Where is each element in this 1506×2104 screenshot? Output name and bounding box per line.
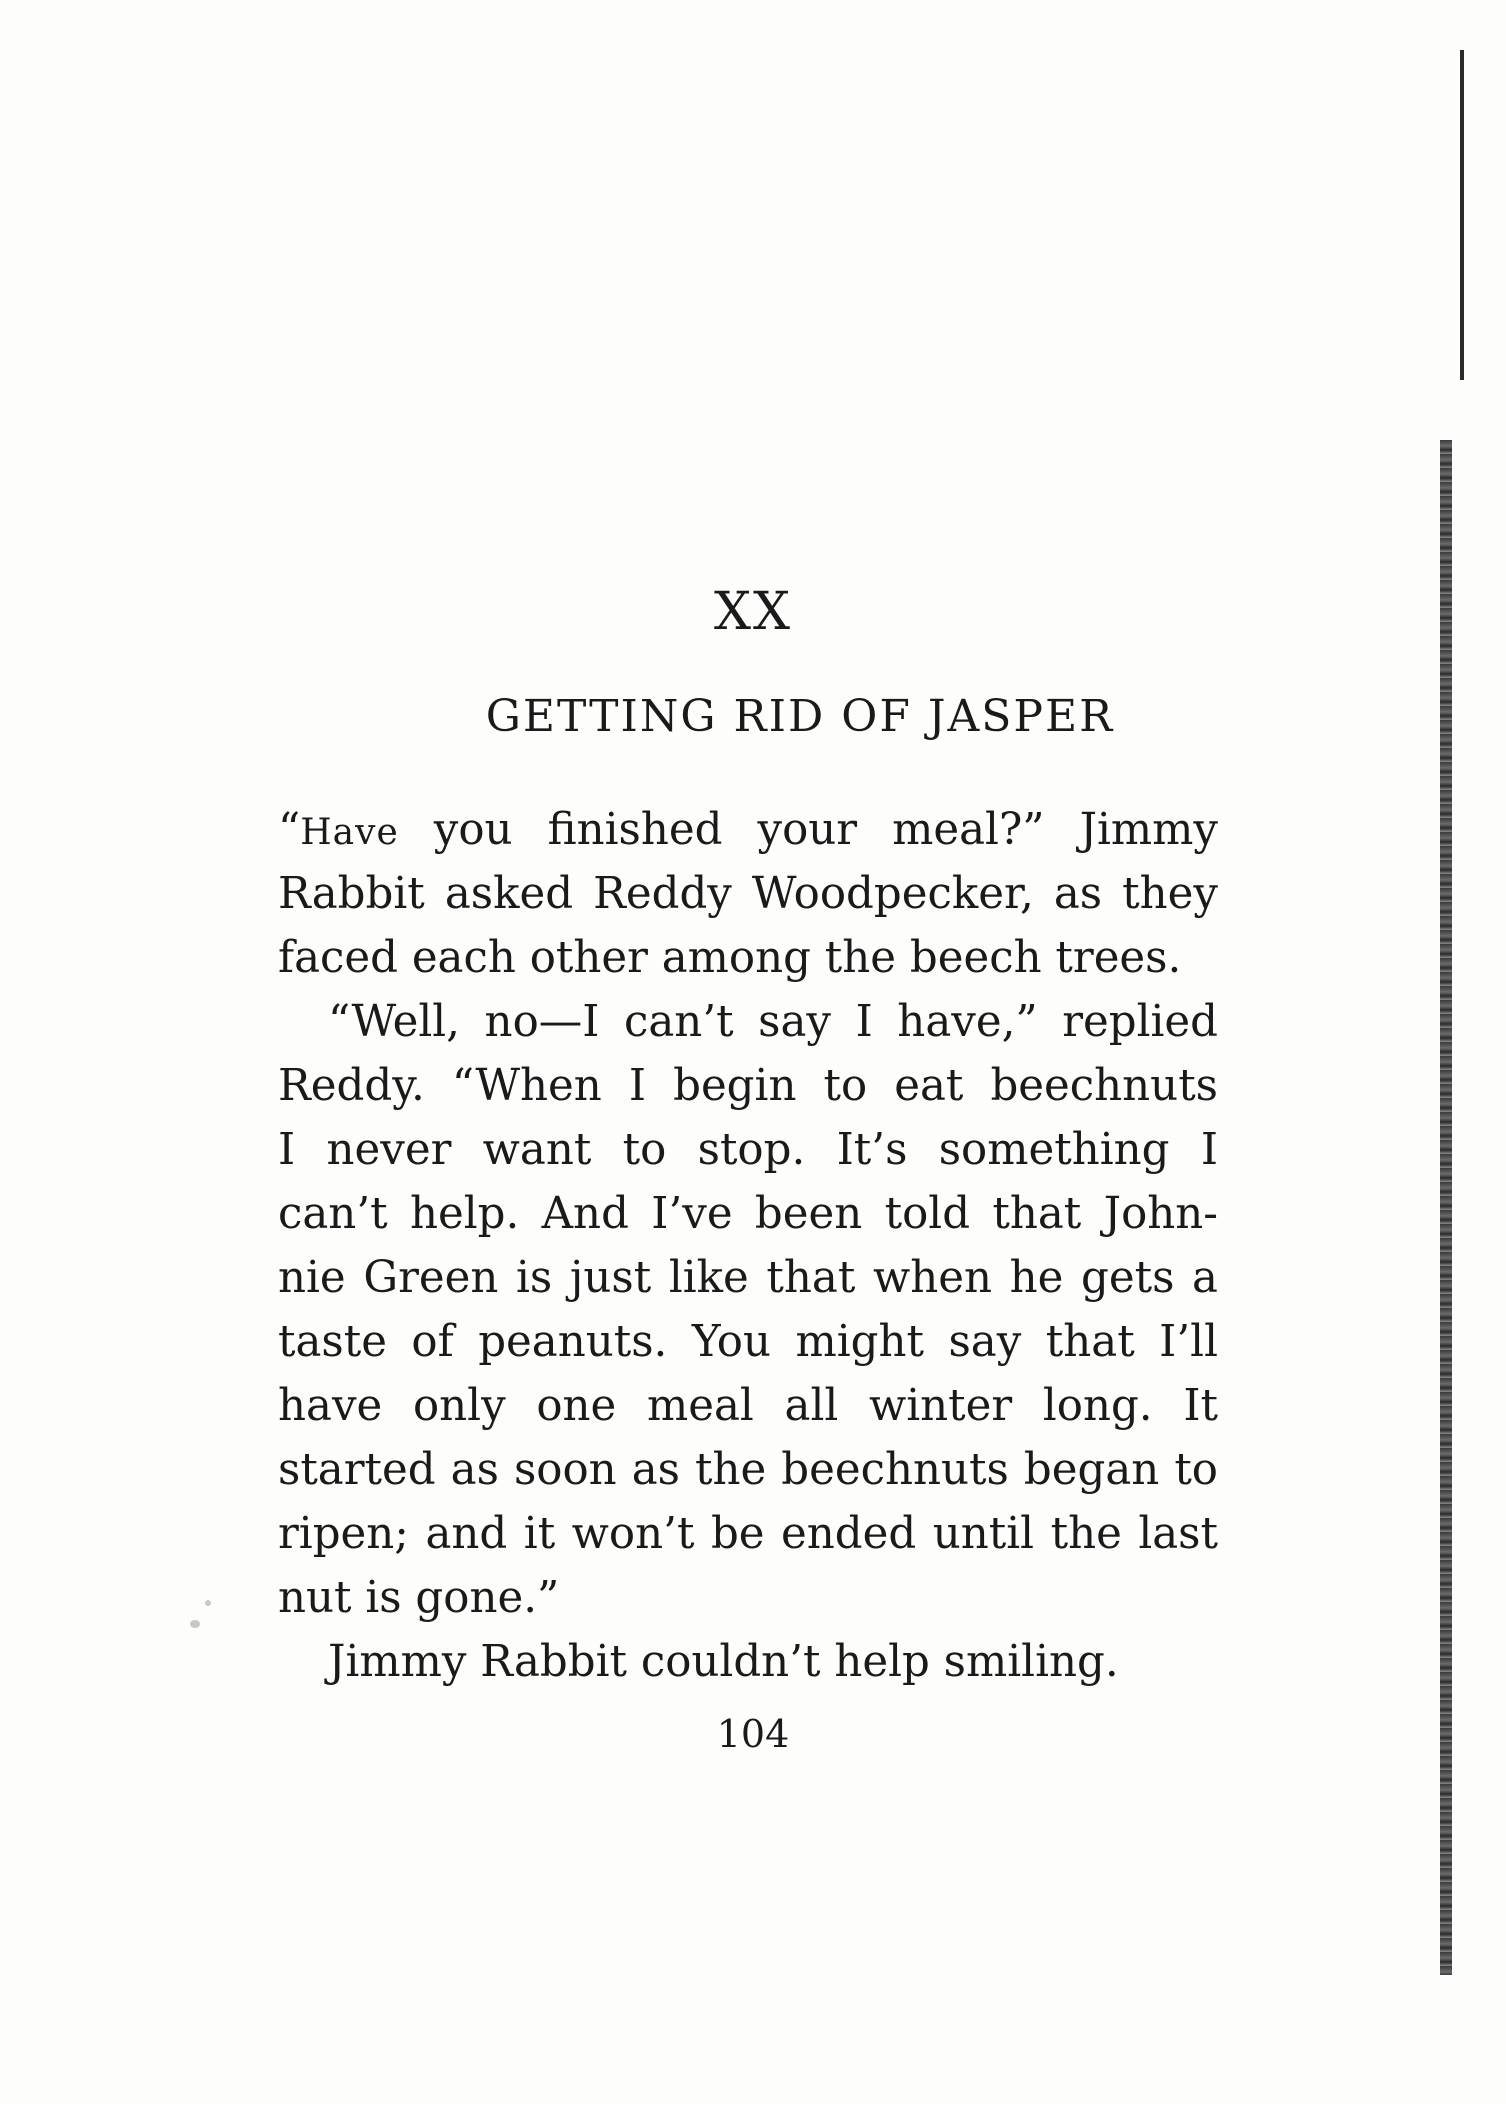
page-number: 104 xyxy=(716,1712,790,1756)
page-edge-top xyxy=(1460,50,1464,380)
text-line: Rabbit asked Reddy Woodpecker, as they xyxy=(278,869,1218,919)
line-text: you finished your meal?” Jimmy xyxy=(398,805,1218,855)
chapter-number: XX xyxy=(713,582,793,642)
text-line: taste of peanuts. You might say that I’ll xyxy=(278,1317,1218,1367)
text-line: nie Green is just like that when he gets a xyxy=(278,1253,1218,1303)
text-line: nut is gone.” xyxy=(278,1573,560,1623)
small-caps-word: Have xyxy=(300,812,399,853)
text-line: I never want to stop. It’s something I xyxy=(278,1125,1218,1175)
text-line: “Well, no—I can’t say I have,” replied xyxy=(328,997,1218,1047)
text-line: Reddy. “When I begin to eat beechnuts xyxy=(278,1061,1218,1111)
text-line xyxy=(278,798,1218,862)
text-line: can’t help. And I’ve been told that John- xyxy=(278,1189,1218,1239)
text-line: Jimmy Rabbit couldn’t help smiling. xyxy=(328,1637,1119,1687)
text-line: have only one meal all winter long. It xyxy=(278,1381,1218,1431)
text-line: ripen; and it won’t be ended until the last xyxy=(278,1509,1218,1559)
body-text xyxy=(278,798,1218,1694)
scan-speck xyxy=(190,1620,200,1628)
scan-speck xyxy=(205,1600,211,1606)
opening-quote: “ xyxy=(278,805,301,855)
text-line: started as soon as the beechnuts began to xyxy=(278,1445,1218,1495)
text-line: faced each other among the beech trees. xyxy=(278,933,1182,983)
chapter-title: GETTING RID OF JASPER xyxy=(485,691,1115,742)
